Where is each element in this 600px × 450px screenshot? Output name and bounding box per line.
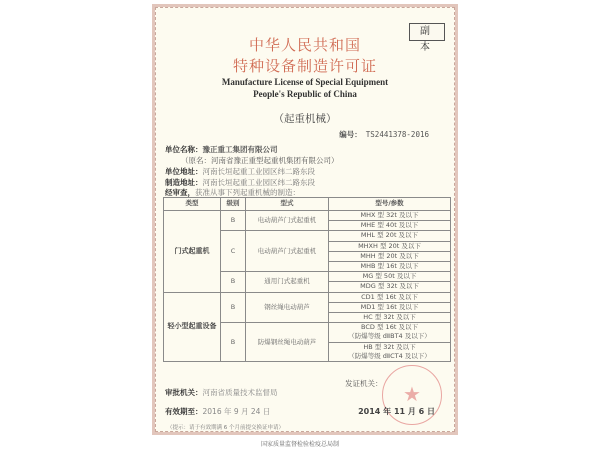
subtitle: （起重机械） [273, 113, 337, 125]
copy-badge: 副 本 [409, 23, 445, 41]
model-cell: MHH 型 20t 及以下 [329, 251, 451, 261]
model-cell: MHB 型 16t 及以下 [329, 262, 451, 272]
model-cell: MHX 型 32t 及以下 [329, 211, 451, 221]
model-cell: MG 型 50t 及以下 [329, 272, 451, 282]
level-cell: B [221, 292, 246, 323]
model-cell: HC 型 32t 及以下 [329, 313, 451, 323]
title-en-line1: Manufacture License of Special Equipment [221, 77, 389, 87]
header-model: 型号/参数 [329, 198, 451, 211]
approval-statement-value: 获准从事下列起重机械的制造： [195, 188, 300, 197]
unit-address-label: 单位地址： [165, 167, 203, 176]
approval-statement-label: 经审查， [165, 188, 195, 197]
level-cell: B [221, 211, 246, 231]
title-cn-line2: 特种设备制造许可证 [232, 57, 377, 75]
model-cell: MHXH 型 20t 及以下 [329, 241, 451, 251]
issuing-agency-text: 国家质量监督检验检疫总局制 [260, 441, 339, 448]
model-cell: BCD 型 16t 及以下 [329, 323, 451, 333]
approval-authority [165, 387, 278, 398]
table-row [164, 292, 451, 302]
type-cell: 门式起重机 [164, 211, 221, 293]
model-cell: MD1 型 16t 及以下 [329, 302, 451, 312]
model-cell: MDG 型 32t 及以下 [329, 282, 451, 292]
unit-address [165, 166, 315, 177]
header-level: 级别 [221, 198, 246, 211]
certificate-code [339, 129, 429, 140]
seal-star-icon: ★ [403, 382, 421, 406]
header-type: 类型 [164, 198, 221, 211]
unit-address-value: 河南长垣起重工业园区纬二路东段 [202, 167, 315, 176]
issuer-label: 发证机关： [345, 379, 383, 388]
level-cell: B [221, 272, 246, 292]
type-cell: 轻小型起重设备 [164, 292, 221, 361]
model-cell: CD1 型 16t 及以下 [329, 292, 451, 302]
former-name-value: （原名：河南省豫正重型起重机集团有限公司） [181, 156, 339, 165]
code-label: 编号： [339, 130, 362, 139]
unit-name-value: 豫正重工集团有限公司 [202, 145, 278, 154]
level-cell: C [221, 231, 246, 272]
model-cell: （防爆等级 dⅡBT4 及以下） [329, 332, 451, 342]
validity-value: 2016 年 9 月 24 日 [202, 407, 271, 416]
model-cell: MHE 型 40t 及以下 [329, 221, 451, 231]
former-name [181, 155, 339, 166]
header-form: 型式 [246, 198, 329, 211]
model-cell: HB 型 32t 及以下 [329, 342, 451, 352]
level-cell: B [221, 323, 246, 362]
form-cell: 防爆钢丝绳电动葫芦 [246, 323, 329, 362]
renewal-note: （提示：请于有效期满 6 个月前提交换证申请） [167, 425, 284, 431]
title-en-line2: People's Republic of China [253, 89, 357, 99]
approval-authority-label: 审批机关： [165, 388, 203, 397]
form-cell: 钢丝绳电动葫芦 [246, 292, 329, 323]
title-cn-line1: 中华人民共和国 [248, 36, 361, 54]
model-cell: （防爆等级 dⅡCT4 及以下） [329, 352, 451, 362]
mfg-address-label: 制造地址： [165, 178, 203, 187]
license-certificate [152, 4, 458, 435]
validity-label: 有效期至： [165, 407, 203, 416]
form-cell: 通用门式起重机 [246, 272, 329, 292]
unit-name [165, 144, 278, 155]
issue-date: 2014 年 11 月 6 日 [358, 407, 435, 416]
mfg-address-value: 河南长垣起重工业园区纬二路东段 [202, 178, 315, 187]
form-cell: 电动葫芦门式起重机 [246, 231, 329, 272]
form-cell: 电动葫芦门式起重机 [246, 211, 329, 231]
model-cell: MHL 型 20t 及以下 [329, 231, 451, 241]
equipment-table [163, 197, 451, 362]
validity [165, 406, 270, 417]
table-row [164, 211, 451, 221]
unit-name-label: 单位名称： [165, 145, 203, 154]
approval-authority-value: 河南省质量技术监督局 [202, 388, 278, 397]
code-value: TS2441378-2016 [365, 130, 429, 139]
table-header-row [164, 198, 451, 211]
